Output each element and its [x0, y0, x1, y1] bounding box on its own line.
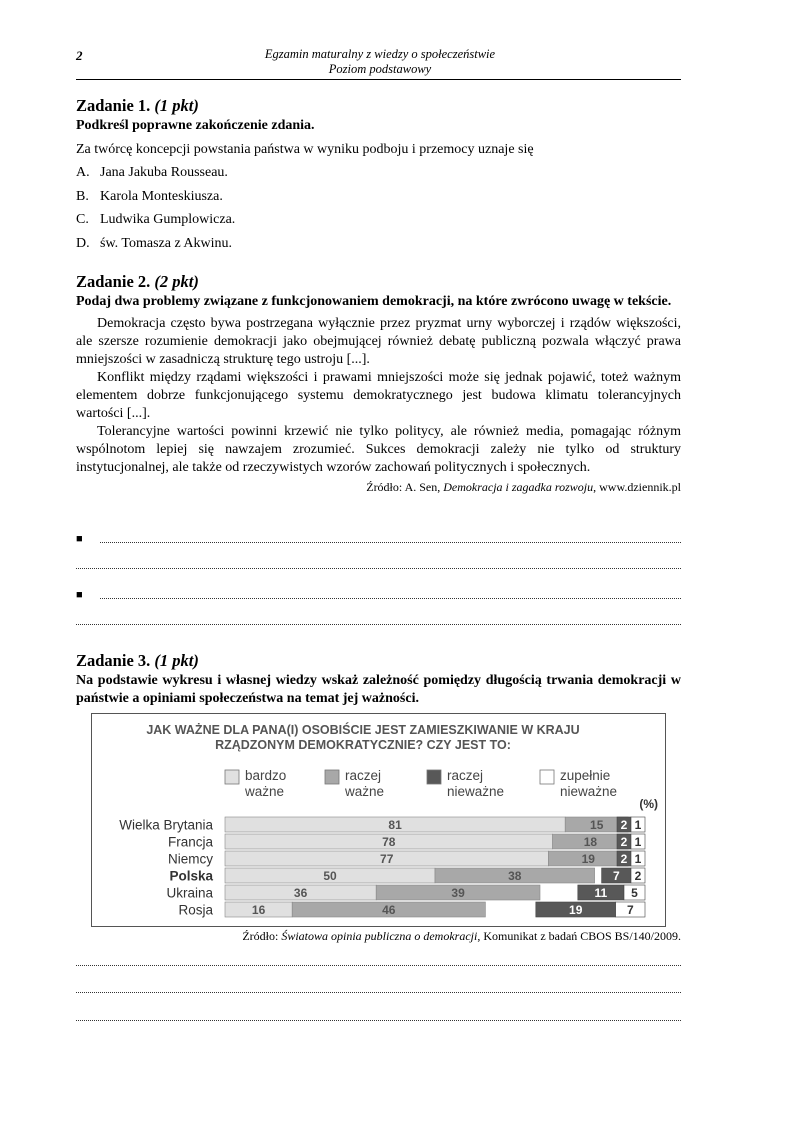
text-paragraph-1: Demokracja często bywa postrzegana wyłącznie przez pryzmat urny wyborczej i rządów większości, ale szersze rozumienie demokracji jako obejmującej również debatę publiczną pozwala włączyć prawa mniejszości w zasadniczą strukturę tego ustroju [...]. — [76, 316, 681, 367]
bar-label-niemcy-zupelnie-niewazne: 1 — [634, 852, 642, 866]
legend-label-bardzo-wazne-1: bardzo — [245, 768, 287, 783]
bar-label-wielka-brytania-raczej-niewazne: 2 — [620, 818, 628, 832]
answer-option-b[interactable]: B. Karola Monteskiusza. — [76, 188, 223, 204]
bar-label-niemcy-raczej-niewazne: 2 — [620, 852, 628, 866]
bar-label-wielka-brytania-zupelnie-niewazne: 1 — [634, 818, 642, 832]
legend-swatch-raczej-niewazne — [427, 770, 441, 784]
header-rule — [76, 79, 681, 80]
answer-option-c[interactable]: C. Ludwika Gumplowicza. — [76, 212, 236, 227]
task-1-stem: Za twórcę koncepcji powstania państwa w wyniku podboju i przemocy uznaje się — [76, 142, 534, 157]
page-number: 2 — [76, 48, 83, 63]
bar-label-francja-zupelnie-niewazne: 1 — [634, 835, 642, 849]
bar-label-polska-zupelnie-niewazne: 2 — [634, 869, 642, 883]
bar-label-francja-bardzo-wazne: 78 — [382, 835, 396, 849]
bar-label-rosja-raczej-wazne: 46 — [382, 903, 396, 917]
legend-label-raczej-wazne-1: raczej — [345, 768, 382, 783]
answer-bullet-2: ■ — [76, 589, 83, 601]
legend-label-raczej-niewazne-2: nieważne — [447, 784, 505, 799]
bar-label-rosja-zupelnie-niewazne: 7 — [626, 903, 634, 917]
category-label-niemcy: Niemcy — [167, 851, 213, 867]
chart-category-labels — [119, 818, 213, 918]
category-label-francja: Francja — [167, 834, 213, 850]
exam-title: Egzamin maturalny z wiedzy o społeczeństwie — [264, 47, 496, 61]
answer-line-2[interactable] — [76, 564, 681, 569]
answer-line-3[interactable] — [100, 594, 681, 599]
chart-unit-label: (%) — [639, 797, 658, 811]
task-2-label: Zadanie 2. — [76, 272, 151, 291]
task-2-source: Źródło: A. Sen, Demokracja i zagadka rozwoju, www.dziennik.pl — [366, 480, 681, 494]
task-2-points: (2 pkt) — [154, 272, 199, 291]
task-1 — [76, 96, 681, 255]
answer-line-6[interactable] — [76, 988, 681, 993]
task-2-instruction: Podaj dwa problemy związane z funkcjonowaniem demokracji, na które zwrócono uwagę w tekście. — [76, 294, 672, 309]
bar-label-wielka-brytania-bardzo-wazne: 81 — [388, 818, 402, 832]
task-1-label: Zadanie 1. — [76, 96, 151, 115]
bar-label-rosja-raczej-niewazne: 19 — [569, 903, 583, 917]
bar-label-rosja-bardzo-wazne: 16 — [251, 903, 266, 917]
category-label-polska: Polska — [169, 868, 213, 884]
answer-option-a[interactable]: A. Jana Jakuba Rousseau. — [76, 165, 228, 180]
chart-title-line-2: RZĄDZONYM DEMOKRATYCZNIE? CZY JEST TO: — [215, 738, 511, 752]
bar-label-francja-raczej-wazne: 18 — [583, 835, 598, 849]
bar-label-polska-raczej-niewazne: 7 — [612, 869, 620, 883]
exam-header — [160, 47, 600, 77]
bar-label-ukraina-zupelnie-niewazne: 5 — [631, 886, 638, 900]
chart-container — [91, 713, 666, 927]
legend-swatch-zupelnie-niewazne — [540, 770, 554, 784]
task-3-source: Źródło: Światowa opinia publiczna o demokracji, Komunikat z badań CBOS BS/140/2009. — [242, 929, 681, 943]
answer-option-d[interactable]: D. św. Tomasza z Akwinu. — [76, 235, 233, 251]
legend-label-bardzo-wazne-2: ważne — [245, 784, 285, 799]
answer-line-5[interactable] — [76, 961, 681, 966]
legend-label-zupelnie-niewazne-1: zupełnie — [560, 768, 611, 783]
bar-label-francja-raczej-niewazne: 2 — [620, 835, 628, 849]
text-paragraph-3: Tolerancyjne wartości powinni krzewić nie tylko politycy, ale również media, pomagając różnym wspólnotom lepiej się nawzajem zrozumieć. Sukces demokracji zależy nie tylko od struktury instytucjonalnej, ale także od rzeczywistych wzorów zachowań politycznych i społecznych. — [76, 424, 681, 475]
task-1-title — [76, 96, 681, 116]
bar-label-polska-bardzo-wazne: 50 — [323, 869, 337, 883]
chart-bars — [225, 817, 645, 917]
legend-swatch-bardzo-wazne — [225, 770, 239, 784]
bar-label-ukraina-raczej-niewazne: 11 — [594, 886, 608, 900]
task-3-title — [76, 651, 681, 671]
legend-label-raczej-niewazne-1: raczej — [447, 768, 484, 783]
task-2-title — [76, 272, 681, 292]
answer-line-7[interactable] — [76, 1016, 681, 1021]
chart-title-line-1: JAK WAŻNE DLA PANA(I) OSOBIŚCIE JEST ZAMIESZKIWANIE W KRAJU — [146, 723, 580, 737]
bar-label-ukraina-raczej-wazne: 39 — [451, 886, 465, 900]
task-3-label: Zadanie 3. — [76, 651, 151, 670]
text-paragraph-2: Konflikt między rządami większości i prawami mniejszości może się jednak pojawić, toteż ważnym elementem dobrze funkcjonującego systemu demokratycznego jest budowa klimatu tolerancyjnych wartości [...]. — [76, 370, 681, 421]
legend-swatch-raczej-wazne — [325, 770, 339, 784]
bar-label-niemcy-raczej-wazne: 19 — [581, 852, 595, 866]
category-label-wielka-brytania: Wielka Brytania — [119, 817, 213, 833]
answer-bullet-1: ■ — [76, 533, 83, 545]
task-1-instruction: Podkreśl poprawne zakończenie zdania. — [76, 118, 315, 133]
category-label-rosja: Rosja — [178, 902, 213, 918]
task-2 — [76, 272, 681, 495]
legend-label-raczej-wazne-2: ważne — [345, 784, 385, 799]
task-1-options — [76, 161, 681, 255]
legend-label-zupelnie-niewazne-2: nieważne — [560, 784, 618, 799]
task-1-points: (1 pkt) — [154, 96, 199, 115]
task-3-points: (1 pkt) — [154, 651, 199, 670]
bar-label-ukraina-bardzo-wazne: 36 — [293, 886, 308, 900]
stacked-bar-chart — [92, 714, 665, 926]
bar-label-polska-raczej-wazne: 38 — [508, 869, 522, 883]
task-3 — [76, 651, 681, 708]
bar-label-niemcy-bardzo-wazne: 77 — [380, 852, 394, 866]
chart-legend — [225, 768, 617, 799]
answer-line-4[interactable] — [76, 620, 681, 625]
exam-level: Poziom podstawowy — [328, 62, 432, 76]
task-3-instruction: Na podstawie wykresu i własnej wiedzy wskaż zależność pomiędzy długością trwania demokracji w państwie a opiniami społeczeństwa na temat jej ważności. — [76, 673, 681, 706]
category-label-ukraina: Ukraina — [166, 885, 213, 901]
answer-line-1[interactable] — [100, 538, 681, 543]
bar-label-wielka-brytania-raczej-wazne: 15 — [590, 818, 604, 832]
